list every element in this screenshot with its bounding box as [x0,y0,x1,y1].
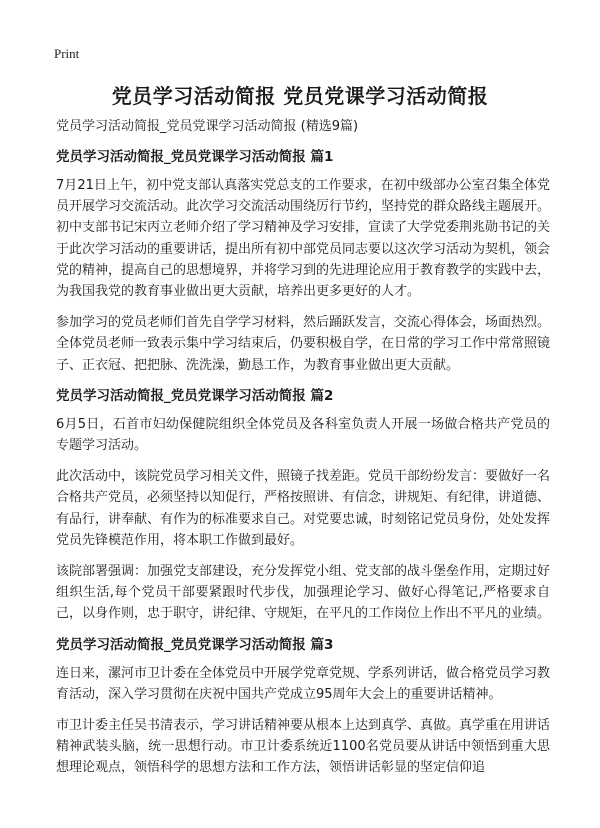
paragraph: 7月21日上午，初中党支部认真落实党总支的工作要求，在初中级部办公室召集全体党员开展学习交流活动。此次学习交流活动围绕厉行节约，坚持党的群众路线主题展开。初中支部书记宋丙立老师介绍了学习精神及学习安排，宣读了大学党委荆兆勋书记的关于此次学习活动的重要讲话，提出所有初中部党员同志要以这次学习活动为契机，领会党的精神，提高自己的思想境界，并将学习到的先进理论应用于教育教学的实践中去，为我国我党的教育事业做出更大贡献，培养出更多更好的人才。 [56,178,551,300]
section-1 [56,147,550,376]
section-2 [56,386,550,625]
document-subtitle: 党员学习活动简报_党员党课学习活动简报 (精选9篇) [56,119,359,134]
document-title: 党员学习活动简报 党员党课学习活动简报 [111,84,489,108]
paragraph: 市卫计委主任吴书清表示，学习讲话精神要从根本上达到真学、真做。真学重在用讲话精神武装头脑，统一思想行动。市卫计委系统近1100名党员要从讲话中领悟到重大思想理论观点，领悟科学的思想方法和工作方法，领悟讲话彰显的坚定信仰追 [56,718,551,776]
paragraph: 连日来，漯河市卫计委在全体党员中开展学党章党规、学系列讲话，做合格党员学习教育活动，深入学习贯彻在庆祝中国共产党成立95周年大会上的重要讲话精神。 [56,665,551,702]
paragraph: 该院部署强调：加强党支部建设，充分发挥党小组、党支部的战斗堡垒作用，定期过好组织生活,每个党员干部要紧跟时代步伐，加强理论学习、做好心得笔记,严格要求自己，以身作则，忠于职守，讲纪律、守规矩，在平凡的工作岗位上作出不平凡的业绩。 [56,564,551,622]
document-body [56,117,550,789]
paragraph: 此次活动中，该院党员学习相关文件，照镜子找差距。党员干部纷纷发言：要做好一名合格共产党员，必须坚持以知促行，严格按照讲、有信念，讲规矩、有纪律，讲道德、有品行，讲奉献、有作为的标准要求自己。对党要忠诚，时刻铭记党员身份，处处发挥党员先锋模范作用，将本职工作做到最好。 [56,469,551,548]
paragraph: 参加学习的党员老师们首先自学学习材料，然后踊跃发言，交流心得体会，场面热烈。全体党员老师一致表示集中学习结束后，仍要积极自学，在日常的学习工作中常常照镜子、正衣冠、把把脉、洗洗澡，勤恳工作，为教育事业做出更大贡献。 [56,315,551,373]
section-heading: 党员学习活动简报_党员党课学习活动简报 篇2 [56,387,334,404]
section-heading: 党员学习活动简报_党员党课学习活动简报 篇3 [56,636,334,653]
section-3 [56,635,550,779]
section-heading: 党员学习活动简报_党员党课学习活动简报 篇1 [56,149,334,165]
print-link[interactable]: Print [54,46,80,61]
paragraph: 6月5日，石首市妇幼保健院组织全体党员及各科室负责人开展一场做合格共产党员的专题学习活动。 [56,416,550,454]
